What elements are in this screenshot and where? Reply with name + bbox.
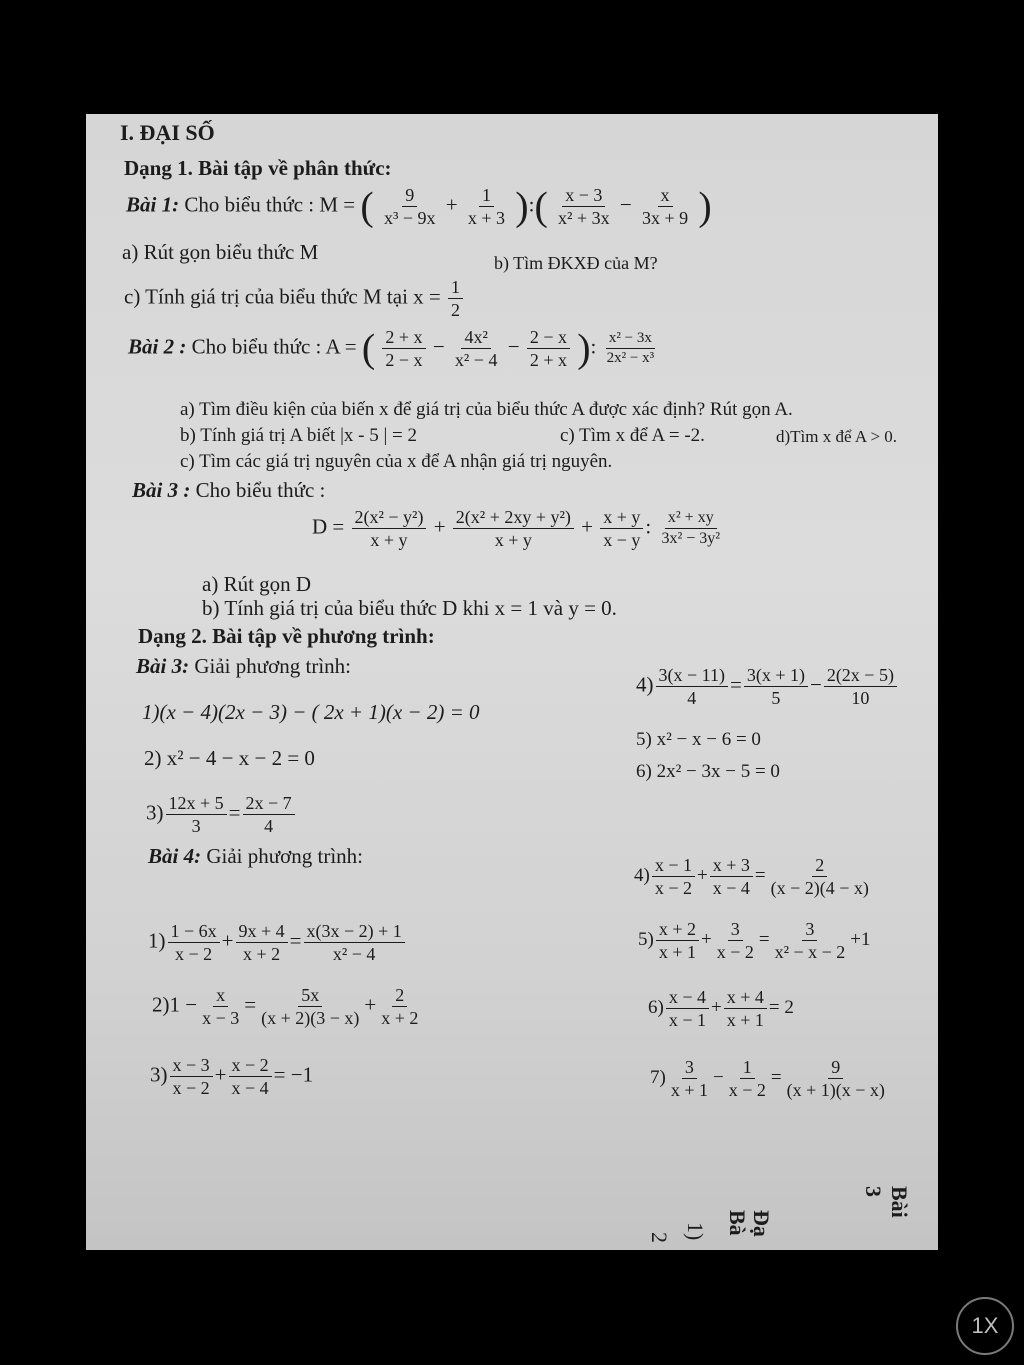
eq4-2: 2)1 − $\frac{x}{x - 3}$ = $\frac{5x}{(x + 2)(3 - x)}$ + $\frac{2}{x + 2}$ — [152, 985, 419, 1028]
bai4-intro: Bài 4: Giải phương trình: — [148, 844, 363, 868]
bai3-a: a) Rút gọn D — [202, 572, 312, 596]
eq4-4: 4) $\frac{x - 1}{x - 2}$ + $\frac{x + 3}{x - 4}$ = $\frac{2}{(x - 2)(4 - x)}$ — [634, 855, 869, 898]
bai2-d: d)Tìm x để A > 0. — [776, 427, 898, 446]
side-text-bai: Bà — [725, 1210, 750, 1236]
bai1-expression: Bài 1: Cho biểu thức : M = ( $\frac{9}{\text{x³ − 9x}}$ + $\frac{1}{x + 3}$ ):( $\frac{x - 3}{\text{x² + 3x}}$ − $\frac{x}{3x + 9}$ ) — [126, 183, 712, 229]
eq3-5: 5) x² − x − 6 = 0 — [636, 729, 761, 750]
bai2-c2: c) Tìm các giá trị nguyên của x để A nhận giá trị nguyên. — [180, 451, 613, 472]
dang2-heading: Dạng 2. Bài tập về phương trình: — [138, 624, 435, 648]
eq4-7: 7) $\frac{3}{x + 1}$ − $\frac{1}{x - 2}$ = $\frac{9}{(x + 1)(x - x)}$ — [650, 1057, 885, 1100]
bai1-b: b) Tìm ĐKXĐ của M? — [494, 253, 658, 273]
bai2-b: b) Tính giá trị A biết |x - 5 | = 2 — [180, 425, 417, 446]
eq4-3: 3) $\frac{x - 3}{x - 2}$ + $\frac{x - 2}{x - 4}$ = −1 — [150, 1055, 314, 1098]
eq4-1: 1) $\frac{1 - 6x}{x - 2}$ + $\frac{9x + 4}{x + 2}$ = $\frac{x(3x - 2) + 1}{\text{x² − 4}}$ — [148, 922, 407, 963]
bai1-a: a) Rút gọn biểu thức M — [122, 240, 319, 264]
bai2-expression: Bài 2 : Cho biểu thức : A = ( $\frac{2 + x}{2 - x}$ − $\frac{\text{4x²}}{\text{x² − 4}}$ − $\frac{2 - x}{2 + x}$ ): $\frac{\text{x² − 3x}}{\text{2x² − x³}}$ — [128, 325, 655, 371]
bai2-c1: c) Tìm x để A = -2. — [560, 425, 705, 446]
eq3-3: 3) $\frac{12x + 5}{3}$ = $\frac{2x - 7}{4}$ — [146, 794, 297, 835]
eq3-6: 6) 2x² − 3x − 5 = 0 — [636, 761, 780, 782]
eq3-1: 1)(x − 4)(2x − 3) − ( 2x + 1)(x − 2) = 0 — [142, 700, 480, 724]
bai3-b: b) Tính giá trị của biểu thức D khi x = 1 và y = 0. — [202, 596, 617, 620]
dang1-heading: Dạng 1. Bài tập về phân thức: — [124, 156, 392, 180]
side-text-2: 2 — [647, 1232, 672, 1243]
bai3b-intro: Bài 3: Giải phương trình: — [136, 654, 351, 678]
side-text-dang: Đạ — [749, 1210, 774, 1237]
eq3-2: 2) x² − 4 − x − 2 = 0 — [144, 746, 315, 770]
side-text-bai3: Bài 3 — [861, 1186, 912, 1218]
zoom-button[interactable]: 1X — [956, 1297, 1014, 1355]
eq4-5: 5) $\frac{x + 2}{x + 1}$ + $\frac{3}{x - 2}$ = $\frac{3}{\text{x² − x − 2}}$ +1 — [638, 919, 871, 962]
bai3-intro: Bài 3 : Cho biểu thức : — [132, 478, 326, 502]
eq3-4: 4) $\frac{3(x - 11)}{4}$ = $\frac{3(x + 1)}{5}$ − $\frac{2(2x - 5)}{10}$ — [636, 666, 899, 707]
bai2-a: a) Tìm điều kiện của biến x để giá trị của biểu thức A được xác định? Rút gọn A. — [180, 399, 793, 420]
eq4-6: 6) $\frac{x - 4}{x - 1}$ + $\frac{x + 4}{x + 1}$ = 2 — [648, 987, 794, 1030]
bai3-expression: D = $\frac{\text{2(x² − y²)}}{x + y}$ + $\frac{\text{2(x² + 2xy + y²)}}{x + y}$ + $\frac{x + y}{x - y}$ : $\frac{\text{x² + xy}}{\text{3x² − 3y²}}$ — [312, 507, 721, 550]
side-text-1: 1) — [683, 1222, 708, 1241]
worksheet-photo — [86, 114, 938, 1250]
section-title: I. ĐẠI SỐ — [120, 120, 215, 145]
bai1-c: c) Tính giá trị của biểu thức M tại x = $\frac{1}{2}$ — [124, 278, 465, 319]
